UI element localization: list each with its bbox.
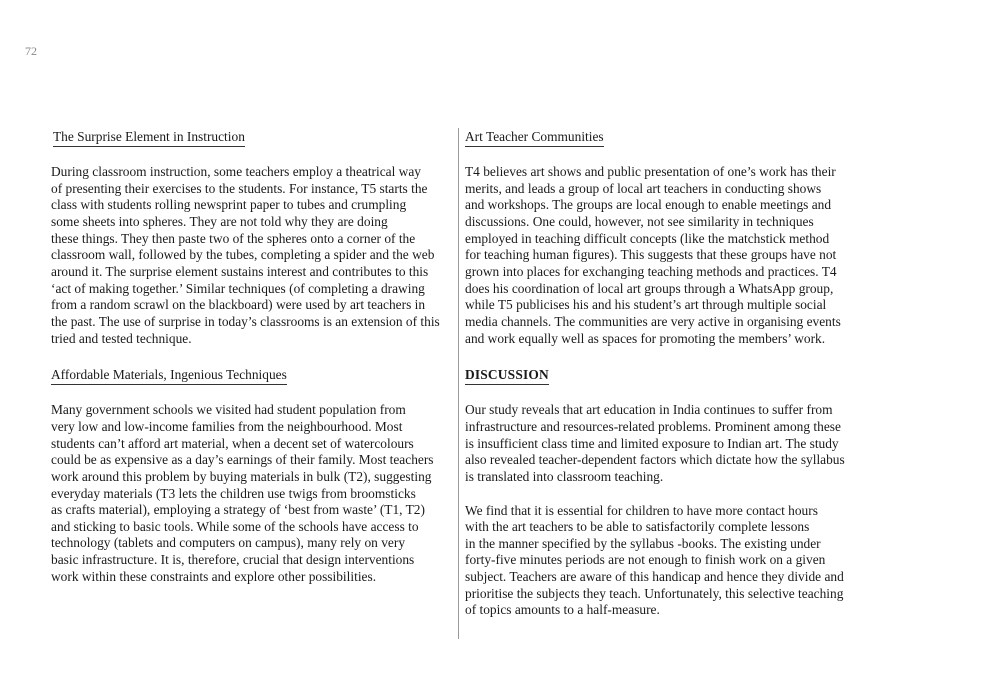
text-line: T4 believes art shows and public presentation of one’s work has their xyxy=(465,164,836,179)
text-line: also revealed teacher-dependent factors which dictate how the syllabus xyxy=(465,452,845,468)
text-line: these things. They then paste two of the spheres onto a corner of the xyxy=(51,230,416,246)
text-line: classroom wall, followed by the tubes, completing a spider and the web xyxy=(51,247,435,263)
text-line: forty-five minutes periods are not enough to finish work on a given xyxy=(465,552,826,568)
text-line: media channels. The communities are very active in organising events xyxy=(465,313,841,329)
text-line: Many government schools we visited had student population from xyxy=(51,402,406,418)
column-divider xyxy=(458,128,459,639)
text-line: in the manner specified by the syllabus -books. The existing under xyxy=(465,535,821,551)
text-line: merits, and leads a group of local art teachers in conducting shows xyxy=(465,180,822,196)
text-line: tried and tested technique. xyxy=(51,330,192,346)
text-line: employed in teaching difficult concepts (like the matchstick method xyxy=(465,230,830,246)
text-line: could be as expensive as a day’s earnings of their family. Most teachers xyxy=(51,452,434,468)
text-line: We find that it is essential for children to have more contact hours xyxy=(465,502,818,518)
text-line: the past. The use of surprise in today’s classrooms is an extension of this xyxy=(51,313,440,329)
paragraph xyxy=(51,402,455,585)
section-art-teacher-communities xyxy=(465,126,869,347)
text-line: grown into places for exchanging teaching methods and practices. T4 xyxy=(465,263,837,279)
text-line: as crafts material), employing a strategy of ‘best from waste’ (T1, T2) xyxy=(51,502,425,518)
text-line: some sheets into spheres. They are not told why they are doing xyxy=(51,213,388,229)
text-line: class with students rolling newsprint paper to tubes and crumpling xyxy=(51,197,407,213)
text-line: students can’t afford art material, when a decent set of watercolours xyxy=(51,435,414,451)
text-line: does his coordination of local art groups through a WhatsApp group, xyxy=(465,280,834,296)
text-line: basic infrastructure. It is, therefore, crucial that design interventions xyxy=(51,552,415,568)
text-line: of presenting their exercises to the students. For instance, T5 starts the xyxy=(51,180,428,196)
left-column xyxy=(51,126,455,602)
paragraph xyxy=(51,164,455,347)
text-line: and workshops. The groups are local enough to enable meetings and xyxy=(465,197,832,213)
section-heading: The Surprise Element in Instruction xyxy=(53,129,245,147)
right-column xyxy=(465,126,869,636)
paragraph xyxy=(465,503,869,620)
section-heading: DISCUSSION xyxy=(465,367,549,385)
text-line: everyday materials (T3 lets the children use twigs from broomsticks xyxy=(51,485,416,501)
text-line: During classroom instruction, some teachers employ a theatrical way xyxy=(51,164,421,179)
section-heading: Art Teacher Communities xyxy=(465,129,604,147)
text-line: with the art teachers to be able to satisfactorily complete lessons xyxy=(465,519,810,535)
text-line: technology (tablets and computers on campus), many rely on very xyxy=(51,535,406,551)
section-affordable-materials xyxy=(51,364,455,585)
text-line: ‘act of making together.’ Similar techniques (of completing a drawing xyxy=(51,280,425,296)
text-line: and work equally well as spaces for promoting the members’ work. xyxy=(465,330,826,346)
page-number: 72 xyxy=(25,44,37,58)
text-line: around it. The surprise element sustains interest and contributes to this xyxy=(51,263,429,279)
text-line: Our study reveals that art education in India continues to suffer from xyxy=(465,402,833,418)
text-line: very low and low-income families from the neighbourhood. Most xyxy=(51,418,403,434)
section-surprise-element xyxy=(51,126,455,347)
text-line: and sticking to basic tools. While some of the schools have access to xyxy=(51,518,419,534)
paragraph xyxy=(465,164,869,347)
text-line: subject. Teachers are aware of this handicap and hence they divide and xyxy=(465,569,844,585)
text-line: from a random scrawl on the blackboard) were used by art teachers in xyxy=(51,297,426,313)
text-line: infrastructure and resources-related problems. Prominent among these xyxy=(465,418,841,434)
text-line: prioritise the subjects they teach. Unfortunately, this selective teaching xyxy=(465,585,844,601)
text-line: while T5 publicises his and his student’s art through multiple social xyxy=(465,297,827,313)
text-line: for teaching human figures). This suggests that these groups have not xyxy=(465,247,837,263)
text-line: discussions. One could, however, not see similarity in techniques xyxy=(465,213,814,229)
text-line: of topics amounts to a half-measure. xyxy=(465,602,660,618)
text-line: is insufficient class time and limited exposure to Indian art. The study xyxy=(465,435,839,451)
section-heading: Affordable Materials, Ingenious Techniques xyxy=(51,367,287,385)
text-line: work within these constraints and explore other possibilities. xyxy=(51,568,377,584)
text-line: work around this problem by buying materials in bulk (T2), suggesting xyxy=(51,468,432,484)
section-discussion xyxy=(465,364,869,619)
paragraph xyxy=(465,402,869,485)
text-line: is translated into classroom teaching. xyxy=(465,468,664,484)
